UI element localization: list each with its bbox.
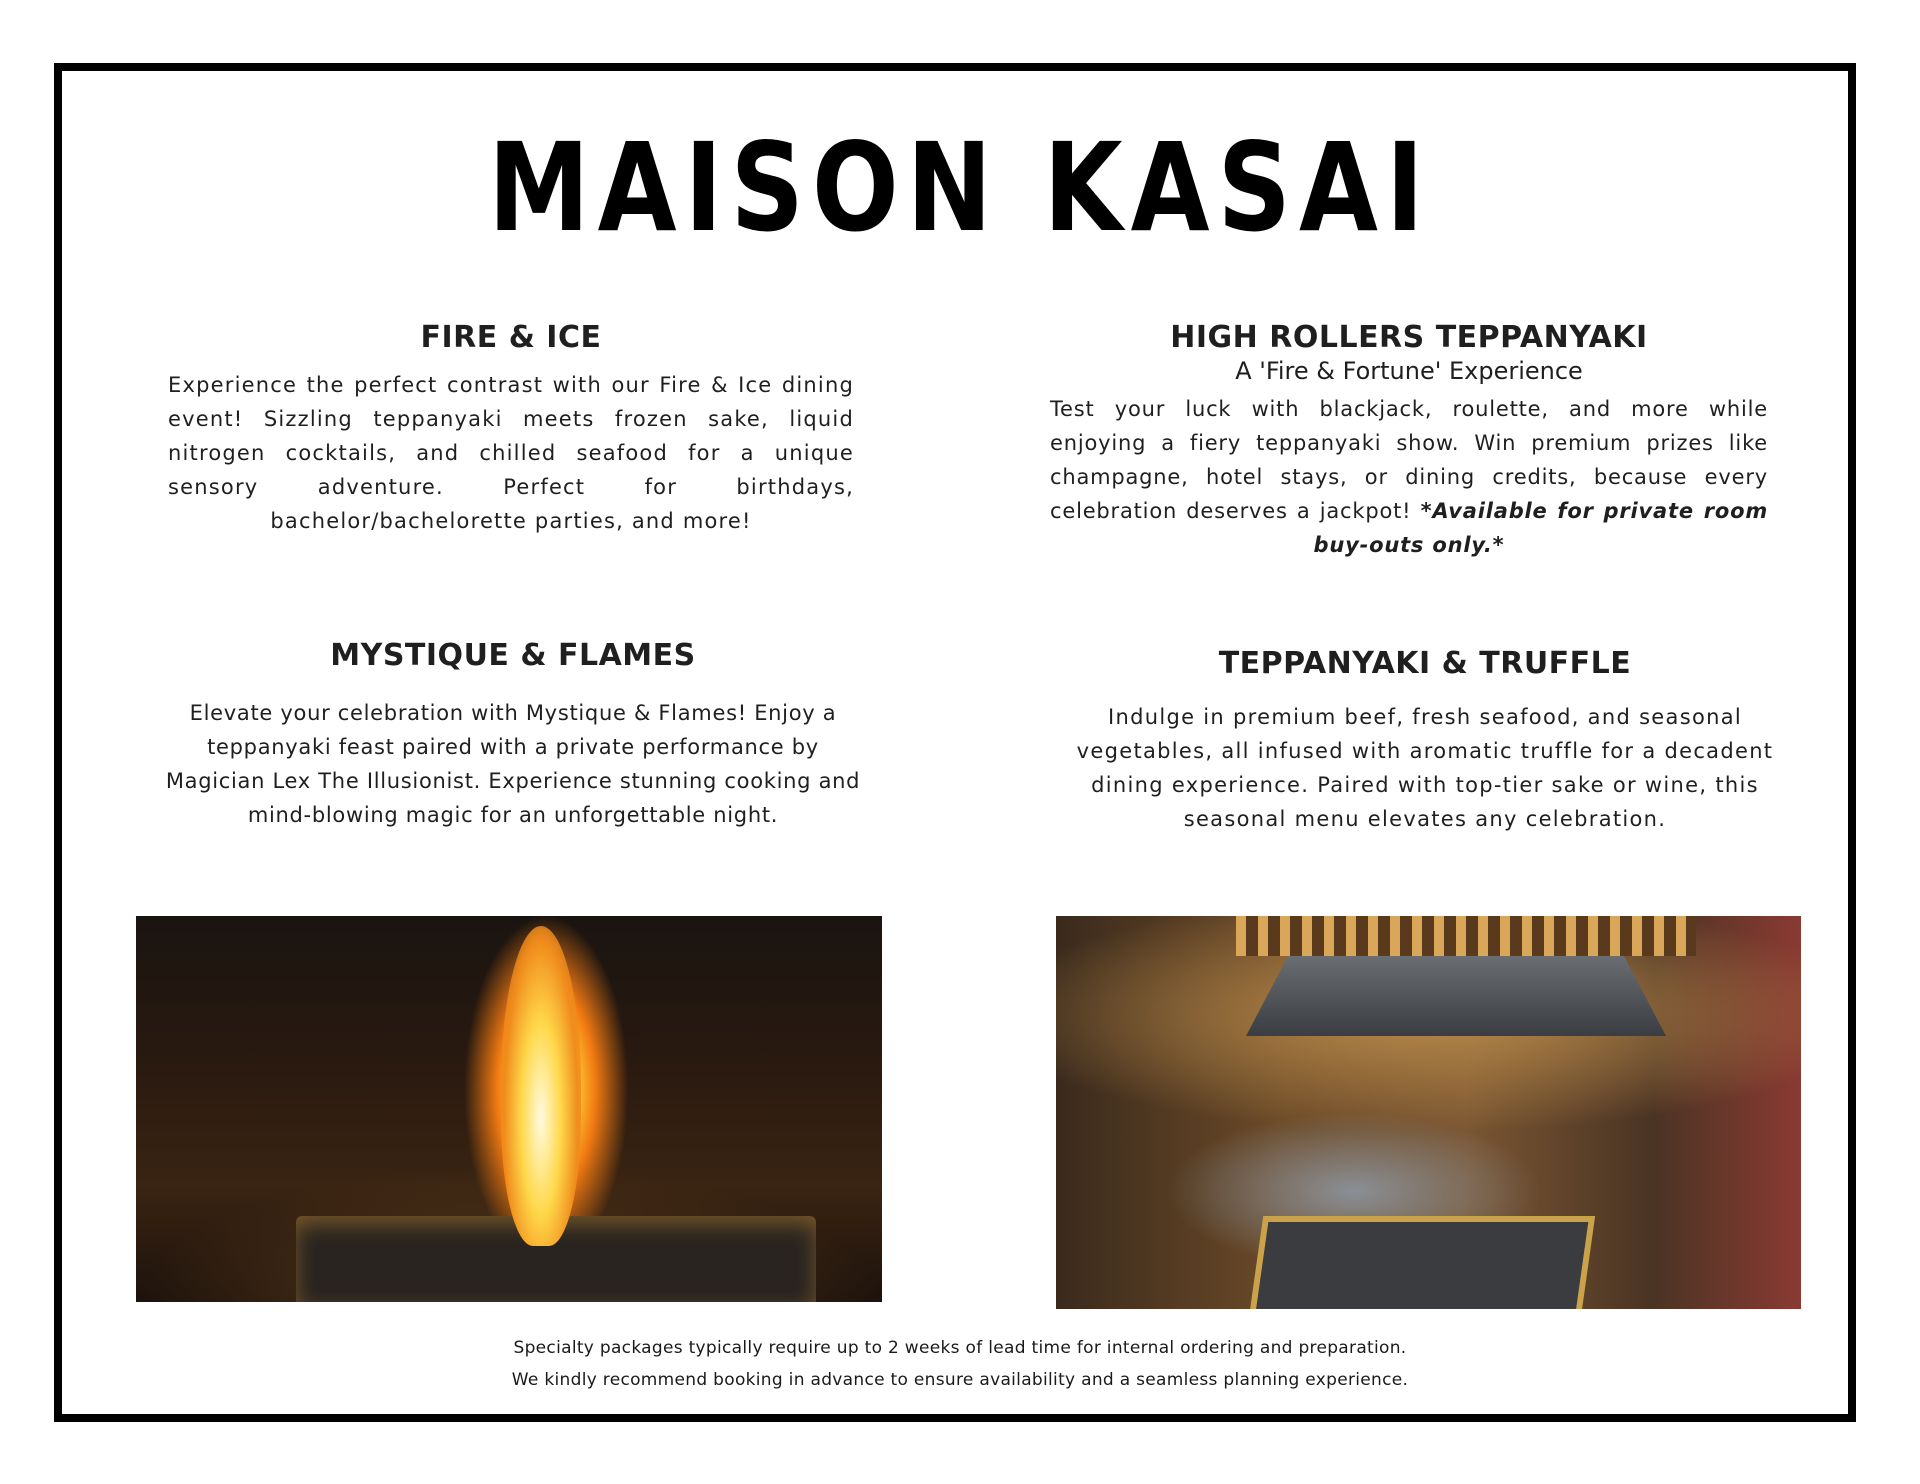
footer-line-1: Specialty packages typically require up to 2 weeks of lead time for internal ordering and preparation. [513, 1338, 1407, 1358]
exhaust-hood-shape [1246, 956, 1666, 1036]
logo-text: MAISON KASAI [488, 117, 1432, 260]
photo-restaurant-interior [1056, 916, 1801, 1309]
photo-teppanyaki-flames [136, 916, 882, 1302]
section-body-container [1050, 392, 1768, 562]
section-fire-ice [168, 320, 854, 538]
footer-line-2: We kindly recommend booking in advance to ensure availability and a seamless planning experience. [511, 1370, 1409, 1390]
section-title: HIGH ROLLERS TEPPANYAKI [1170, 320, 1648, 355]
section-subtitle: A 'Fire & Fortune' Experience [1235, 357, 1583, 385]
section-title: FIRE & ICE [420, 320, 602, 355]
section-body: Experience the perfect contrast with our Fire & Ice dining event! Sizzling teppanyaki meets frozen sake, liquid nitrogen cocktails, and chilled seafood for a unique sensory adventure. Perfect for birthdays, bachelor/bachelorette parties, and more! [168, 373, 854, 533]
section-title: MYSTIQUE & FLAMES [330, 638, 696, 673]
section-teppanyaki-truffle [1062, 646, 1788, 836]
section-mystique-flames [154, 638, 872, 832]
wood-slats-shape [1236, 916, 1696, 956]
section-title: TEPPANYAKI & TRUFFLE [1218, 646, 1632, 681]
section-high-rollers [1050, 320, 1768, 562]
section-body: Indulge in premium beef, fresh seafood, and seasonal vegetables, all infused with aromatic truffle for a decadent dining experience. Paired with top-tier sake or wine, this seasonal menu elevates any celebration. [1076, 705, 1774, 831]
flame-shape [501, 926, 581, 1246]
availability-note: *Available for private room buy-outs only.* [1313, 499, 1768, 557]
section-body: Elevate your celebration with Mystique & Flames! Enjoy a teppanyaki feast paired with a private performance by Magician Lex The Illusionist. Experience stunning cooking and mind-blowing magic for an unforgettable night. [165, 701, 861, 827]
teppanyaki-table-shape [1249, 1216, 1595, 1309]
section-body: Test your luck with blackjack, roulette, and more while enjoying a fiery teppanyaki show. Win premium prizes like champagne, hotel stays, or dining credits, because every celebration deserves a jackpot! [1050, 397, 1768, 523]
brand-logo [0, 117, 1920, 260]
